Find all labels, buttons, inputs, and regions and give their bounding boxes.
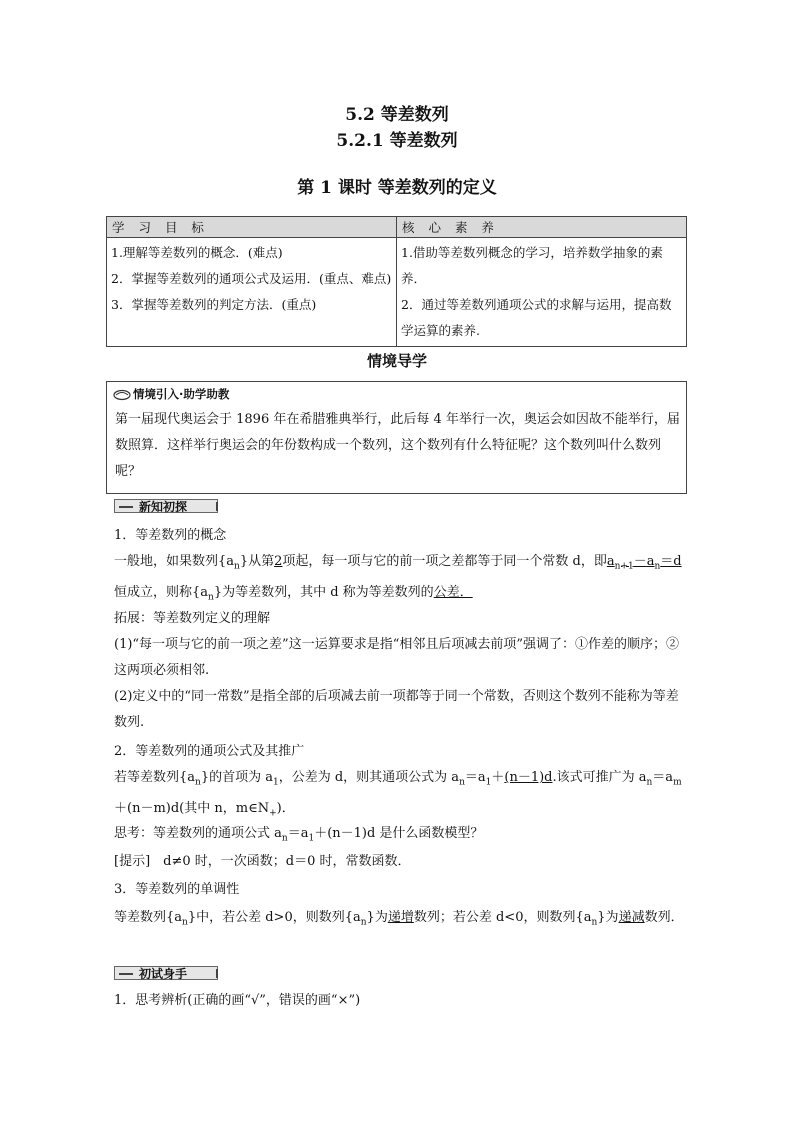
blank-increasing: 递增 — [387, 910, 414, 925]
goal-item: 2．掌握等差数列的通项公式及运用．(重点、难点) — [111, 271, 392, 286]
situation-box — [106, 381, 687, 494]
situation-box-header — [113, 386, 229, 402]
lesson-title: 第 1 课时 等差数列的定义 — [297, 178, 497, 198]
item3-paragraph: 等差数列$\{a_n\}$中，若公差 d>0，则数列$\{a_n\}$为递增数列；若公差 d<0，则数列$\{a_n\}$为递减数列． — [114, 910, 684, 928]
section-title: 5.2 等差数列 — [345, 105, 449, 125]
blank-decreasing: 递减 — [618, 910, 645, 925]
competency-item: 1.借助等差数列概念的学习，培养数学抽象的素养． — [401, 245, 663, 286]
competency-item: 2．通过等差数列通项公式的求解与运用，提高数学运算的素养. — [401, 297, 672, 338]
item1-paragraph: 一般地，如果数列$\{a_n\}$从第2项起，每一项与它的前一项之差都等于同一个常数 d，即$a_{n+1}-a_n=d$恒成立，则称$\{a_n\}$为等差数列，其中 d 称为等差数列的公差． — [114, 554, 682, 603]
new-knowledge-tag: 新知初探 — [114, 499, 218, 513]
practice-tag: 初试身手 — [114, 966, 218, 980]
situation-box-label: 情境引入·助学助教 — [133, 387, 230, 401]
extension-point-2: (2)定义中的“同一常数”是指全部的后项减去前一项都等于同一个常数，否则这个数列不能称为等差数列. — [114, 689, 679, 730]
extension-point-1: (1)“每一项与它的前一项之差”这一运算要求是指“相邻且后项减去前项”强调了：①作差的顺序；②这两项必须相邻. — [114, 637, 679, 678]
item2-title: 2．等差数列的通项公式及其推广 — [114, 744, 305, 759]
blank-start-index: 2 — [274, 554, 283, 569]
item3-title: 3．等差数列的单调性 — [114, 882, 240, 897]
objectives-cell — [107, 238, 397, 347]
goal-item: 1.理解等差数列的概念．(难点) — [111, 245, 283, 260]
competencies-header: 核 心 素 养 — [397, 217, 687, 238]
blank-formula: $a_{n+1}-a_n=d$ — [606, 554, 682, 572]
situation-title: 情境导学 — [366, 352, 427, 370]
subsection-title: 5.2.1 等差数列 — [336, 131, 458, 151]
item2-paragraph: 若等差数列$\{a_n\}$的首项为 $a_1$，公差为 d，则其通项公式为 $a_n=a_1+(n-1)d$.该式可推广为 $a_n=a_m+(n-m)d$(其中 n，$m\in N_+$)． — [114, 770, 682, 819]
objectives-header: 学 习 目 标 — [107, 217, 397, 238]
hand-book-icon — [113, 389, 131, 401]
practice-question-1: 1．思考辨析(正确的画“√”，错误的画“×”) — [114, 993, 361, 1008]
competencies-cell — [397, 238, 687, 347]
objectives-table — [106, 216, 687, 347]
situation-text: 第一届现代奥运会于 1896 年在希腊雅典举行，此后每 4 年举行一次，奥运会如因故不能举行，届数照算．这样举行奥运会的年份数构成一个数列，这个数列有什么特征呢？这个数列叫什么数列呢？ — [115, 412, 680, 479]
goal-item: 3．掌握等差数列的判定方法．(重点) — [111, 297, 317, 312]
blank-common-difference: 公差． — [433, 584, 473, 600]
extension-title: 拓展：等差数列定义的理解 — [114, 611, 271, 626]
item1-title: 1．等差数列的概念 — [114, 528, 227, 543]
blank-general-term: (n－1)d — [504, 770, 553, 785]
hint-answer: [提示] d≠0 时，一次函数；d＝0 时，常数函数． — [114, 854, 411, 869]
think-question: 思考：等差数列的通项公式 $a_n=a_1+(n-1)d$ 是什么函数模型？ — [114, 826, 484, 844]
